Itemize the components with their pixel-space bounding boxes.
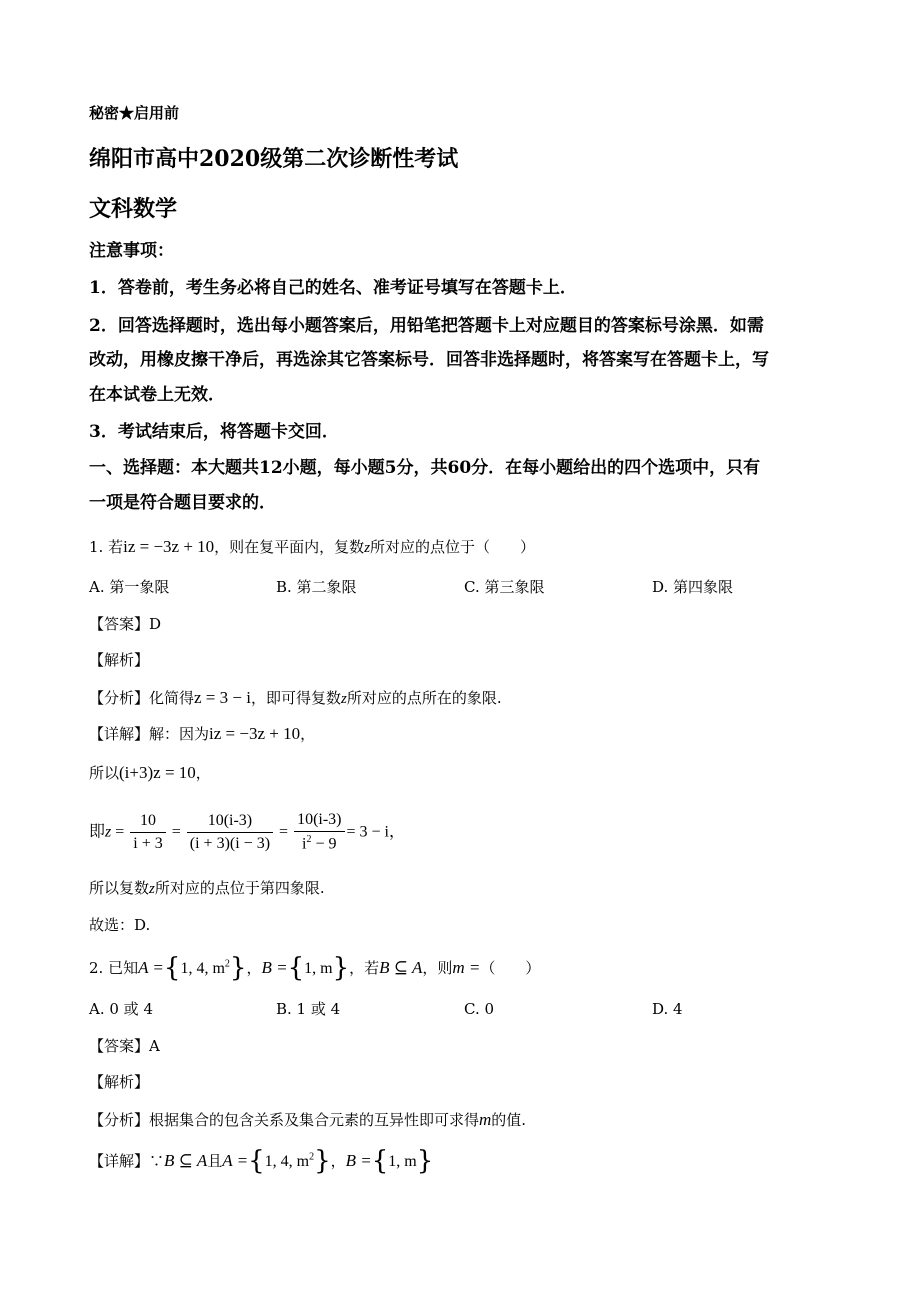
q1-var-z: z bbox=[364, 540, 371, 556]
section-heading-line-2: 一项是符合题目要求的． bbox=[89, 493, 276, 513]
q2-detail: 【详解】∵B ⊆ A且A ={1, 4, $m^2$}，B ={1, m} bbox=[89, 1146, 434, 1176]
notice-item-3: 3．考试结束后，将答题卡交回． bbox=[89, 422, 339, 442]
q2-option-d: D. 4 bbox=[652, 1000, 683, 1018]
q2-answer: 【答案】A bbox=[89, 1037, 160, 1055]
q1-conclusion: 所以复数z所对应的点位于第四象限. bbox=[89, 879, 325, 897]
q2-option-a: A. 0 或 4 bbox=[89, 1000, 153, 1018]
q1-option-b: B. 第二象限 bbox=[276, 578, 357, 596]
fraction-3: $\frac{10(i-3)}{i^2 - 9}$ bbox=[294, 812, 344, 852]
q2-analysis-label: 【解析】 bbox=[89, 1073, 150, 1091]
q1-option-d: D. 第四象限 bbox=[652, 578, 734, 596]
q2-option-c: C. 0 bbox=[464, 1000, 495, 1018]
q1-option-c: C. 第三象限 bbox=[464, 578, 545, 596]
question-2-stem: 2. 已知A ={1, 4, $m^2$}，B ={1, m}，若B ⊆ A，则m =（ ） bbox=[89, 953, 541, 983]
section-heading-line-1: 一、选择题：本大题共12小题，每小题5分，共60分．在每小题给出的四个选项中，只有 bbox=[89, 458, 761, 478]
q1-detail: 【详解】解：因为iz = −3z + 10， bbox=[89, 724, 316, 743]
q1-step-2-fraction-chain: 即z = $\frac{10}{i + 3}$ = $\frac{10(i-3)}{(i + 3)(i - 3)}$ = $\frac{10(i-3)}{i^2 - 9}$ = 3 − i， bbox=[89, 811, 406, 853]
q1-step-1: 所以(i+3)z = 10， bbox=[89, 763, 211, 782]
fraction-1: $\frac{10}{i + 3}$ bbox=[130, 813, 165, 852]
q1-option-a: A. 第一象限 bbox=[89, 578, 170, 596]
fraction-2: $\frac{10(i-3)}{(i + 3)(i - 3)}$ bbox=[187, 813, 273, 852]
notice-item-2-line-2: 改动，用橡皮擦干净后，再选涂其它答案标号．回答非选择题时，将答案写在答题卡上，写 bbox=[89, 350, 769, 370]
q2-fenxi: 【分析】根据集合的包含关系及集合元素的互异性即可求得m的值. bbox=[89, 1110, 527, 1129]
q1-analysis-label: 【解析】 bbox=[89, 651, 150, 669]
q1-answer: 【答案】D bbox=[89, 615, 162, 633]
notice-item-1: 1．答卷前，考生务必将自己的姓名、准考证号填写在答题卡上． bbox=[89, 278, 577, 298]
q1-equation: iz = −3z + 10 bbox=[123, 537, 215, 556]
exam-title: 绵阳市高中2020级第二次诊断性考试 bbox=[89, 146, 459, 172]
q1-choice: 故选：D. bbox=[89, 916, 151, 934]
notice-heading: 注意事项： bbox=[89, 241, 174, 261]
notice-item-2-line-1: 2．回答选择题时，选出每小题答案后，用铅笔把答题卡上对应题目的答案标号涂黑．如需 bbox=[89, 316, 764, 336]
q2-option-b: B. 1 或 4 bbox=[276, 1000, 341, 1018]
subject-title: 文科数学 bbox=[89, 196, 178, 222]
question-1-stem: 1. 若iz = −3z + 10，则在复平面内，复数z所对应的点位于（ ） bbox=[89, 537, 536, 556]
notice-item-2-line-3: 在本试卷上无效． bbox=[89, 385, 225, 405]
secret-label: 秘密★启用前 bbox=[89, 104, 180, 122]
q1-fenxi: 【分析】化简得z = 3 − i，即可得复数z所对应的点所在的象限. bbox=[89, 688, 502, 707]
